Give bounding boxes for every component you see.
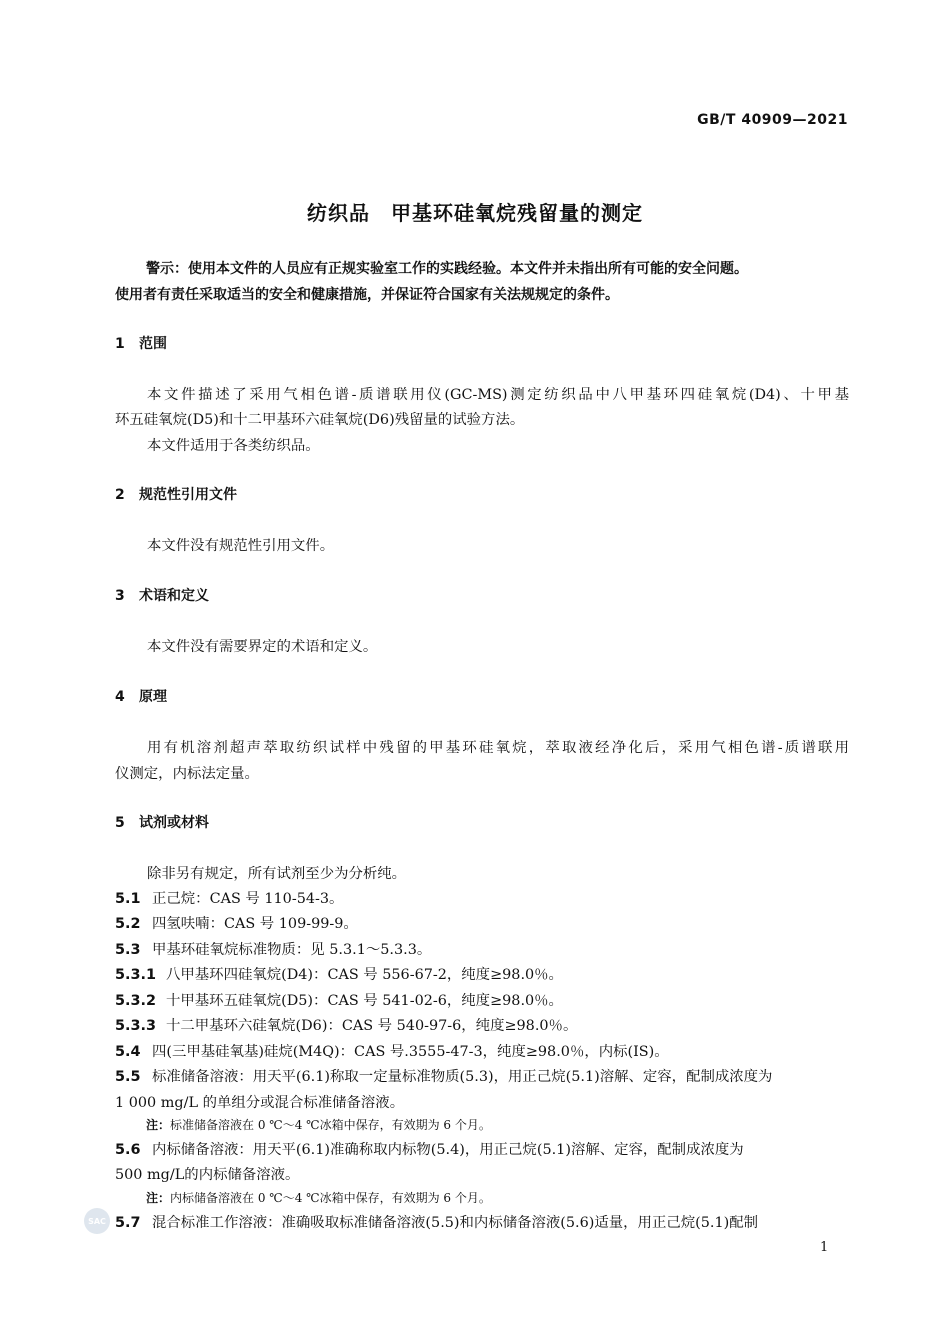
item-number: 5.6 <box>115 1142 141 1158</box>
section-title: 术语和定义 <box>139 588 209 604</box>
section-number: 5 <box>115 815 125 831</box>
item-number: 5.3.2 <box>115 993 156 1009</box>
item-number: 5.3.1 <box>115 967 156 983</box>
document-title: 纺织品 甲基环硅氧烷残留量的测定 <box>307 201 643 225</box>
list-item <box>115 1040 669 1061</box>
section-title: 规范性引用文件 <box>139 487 237 503</box>
item-text: 十二甲基环六硅氧烷(D6)：CAS 号 540-97-6，纯度≥98.0％。 <box>166 1018 578 1034</box>
principle-paragraph-line-2: 仪测定，内标法定量。 <box>115 766 259 782</box>
item-text: 四氢呋喃：CAS 号 109-99-9。 <box>152 916 358 932</box>
list-item <box>115 963 563 984</box>
item-number: 5.3 <box>115 942 141 958</box>
list-item <box>115 1065 772 1086</box>
list-item <box>115 938 431 959</box>
list-item <box>115 887 343 908</box>
note <box>146 1116 491 1133</box>
section-heading-terms <box>115 585 209 605</box>
note-label: 注： <box>146 1118 171 1132</box>
reagents-intro: 除非另有规定，所有试剂至少为分析纯。 <box>147 866 407 882</box>
item-number: 5.3.3 <box>115 1018 156 1034</box>
section-number: 1 <box>115 336 125 352</box>
list-item-continuation: 500 mg/L的内标储备溶液。 <box>115 1167 300 1183</box>
item-number: 5.7 <box>115 1215 141 1231</box>
section-number: 2 <box>115 487 125 503</box>
note-label: 注： <box>146 1191 171 1205</box>
sac-stamp-logo: SAC <box>84 1208 110 1234</box>
normative-references-paragraph: 本文件没有规范性引用文件。 <box>147 538 335 554</box>
note-text: 标准储备溶液在 0 ℃～4 ℃冰箱中保存，有效期为 6 个月。 <box>170 1118 491 1132</box>
item-number: 5.1 <box>115 891 141 907</box>
item-number: 5.2 <box>115 916 141 932</box>
list-item <box>115 1138 744 1159</box>
terms-paragraph: 本文件没有需要界定的术语和定义。 <box>147 639 378 655</box>
item-text: 十甲基环五硅氧烷(D5)：CAS 号 541-02-6，纯度≥98.0％。 <box>166 993 563 1009</box>
section-heading-normative-references <box>115 484 237 504</box>
item-text: 甲基环硅氧烷标准物质：见 5.3.1～5.3.3。 <box>152 942 432 958</box>
list-item <box>115 989 563 1010</box>
page-number: 1 <box>820 1240 829 1255</box>
list-item <box>115 1014 577 1035</box>
section-heading-reagents <box>115 812 209 832</box>
section-title: 原理 <box>139 689 167 705</box>
item-text: 标准储备溶液：用天平(6.1)称取一定量标准物质(5.3)，用正己烷(5.1)溶解、定容，配制成浓度为 <box>152 1069 773 1085</box>
scope-paragraph-2: 本文件适用于各类纺织品。 <box>147 438 320 454</box>
section-title: 范围 <box>139 336 167 352</box>
warning-line-1: 警示：使用本文件的人员应有正规实验室工作的实践经验。本文件并未指出所有可能的安全问题。 <box>146 261 748 277</box>
section-heading-scope <box>115 333 167 353</box>
list-item-continuation: 1 000 mg/L 的单组分或混合标准储备溶液。 <box>115 1095 405 1111</box>
scope-paragraph-line-1: 本文件描述了采用气相色谱-质谱联用仪(GC-MS)测定纺织品中八甲基环四硅氧烷(D4)、十甲基 <box>147 387 849 403</box>
section-number: 4 <box>115 689 125 705</box>
principle-paragraph-line-1: 用有机溶剂超声萃取纺织试样中残留的甲基环硅氧烷，萃取液经净化后，采用气相色谱-质谱联用 <box>147 740 849 756</box>
item-text: 混合标准工作溶液：准确吸取标准储备溶液(5.5)和内标储备溶液(5.6)适量，用正己烷(5.1)配制 <box>152 1215 759 1231</box>
section-number: 3 <box>115 588 125 604</box>
list-item <box>115 1211 758 1232</box>
item-text: 正己烷：CAS 号 110-54-3。 <box>152 891 344 907</box>
list-item <box>115 912 358 933</box>
section-heading-principle <box>115 686 167 706</box>
item-text: 内标储备溶液：用天平(6.1)准确称取内标物(5.4)，用正己烷(5.1)溶解、定容，配制成浓度为 <box>152 1142 744 1158</box>
scope-paragraph-line-2: 环五硅氧烷(D5)和十二甲基环六硅氧烷(D6)残留量的试验方法。 <box>115 412 525 428</box>
item-text: 八甲基环四硅氧烷(D4)：CAS 号 556-67-2，纯度≥98.0％。 <box>166 967 563 983</box>
item-number: 5.5 <box>115 1069 141 1085</box>
item-number: 5.4 <box>115 1044 141 1060</box>
section-title: 试剂或材料 <box>139 815 209 831</box>
item-text: 四(三甲基硅氧基)硅烷(M4Q)：CAS 号.3555-47-3，纯度≥98.0％，内标(IS)。 <box>152 1044 669 1060</box>
note <box>146 1189 491 1206</box>
note-text: 内标储备溶液在 0 ℃～4 ℃冰箱中保存，有效期为 6 个月。 <box>170 1191 491 1205</box>
warning-line-2: 使用者有责任采取适当的安全和健康措施，并保证符合国家有关法规规定的条件。 <box>115 287 619 303</box>
standard-number: GB/T 40909—2021 <box>697 112 848 128</box>
